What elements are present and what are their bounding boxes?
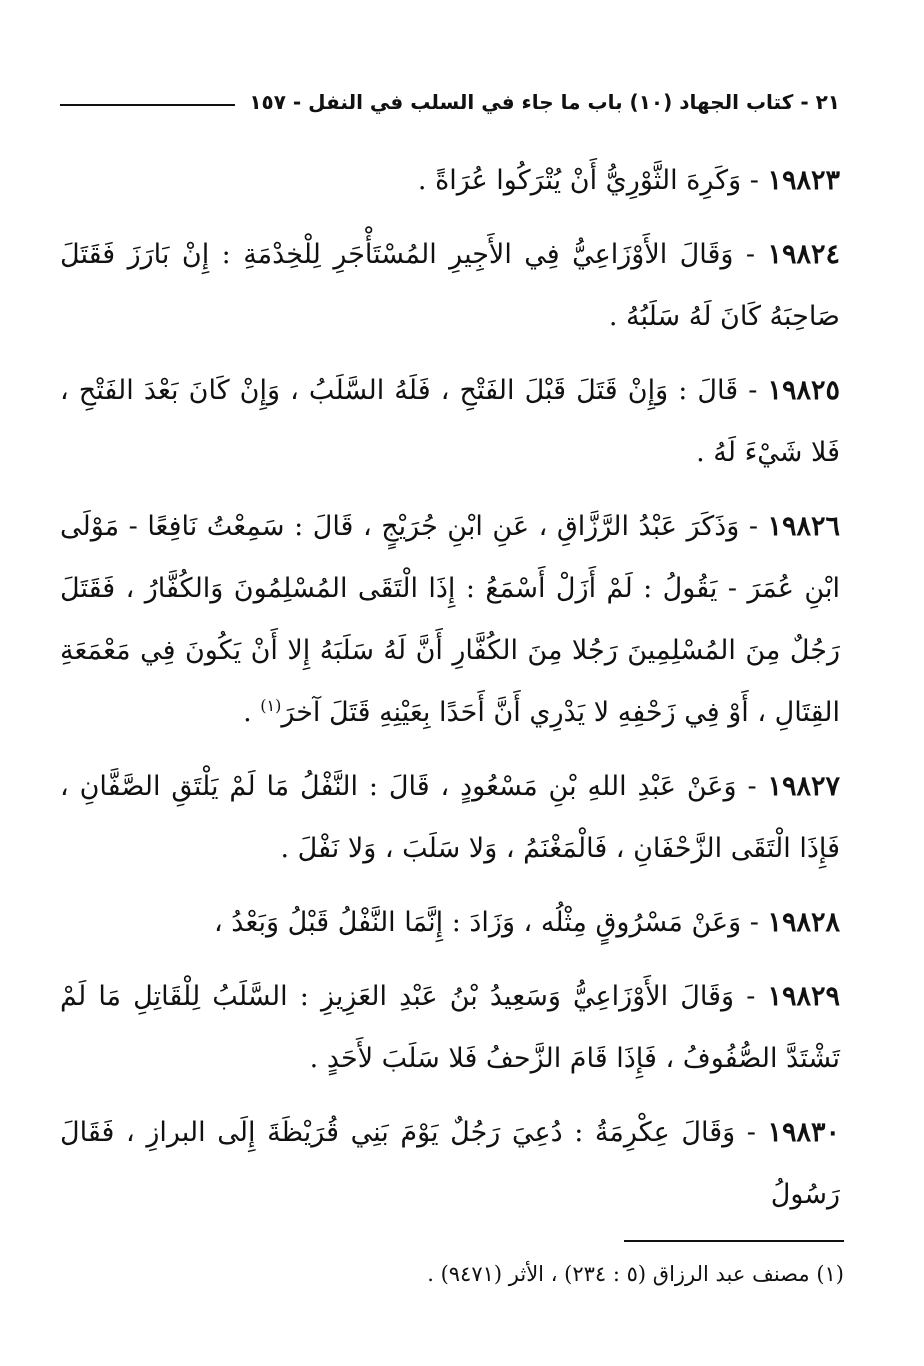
- paragraph-text: وَذَكَرَ عَبْدُ الرَّزَّاقِ ، عَنِ ابْنِ جُرَيْجٍ ، قَالَ : سَمِعْتُ نَافِعًا - مَوْلَى ابْنِ عُمَرَ - يَقُولُ : لَمْ أَزَلْ أَسْمَعُ : إِذَا الْتَقَى المُسْلِمُونَ وَالكُفَّارُ ، فَقَتَلَ رَجُلٌ مِنَ المُسْلِمِينَ رَجُلا مِنَ الكُفَّارِ أَنَّ لَهُ سَلَبَهُ إِلا أَنْ يَكُونَ فِي مَعْمَعَةِ القِتَالِ ، أَوْ فِي زَحْفِهِ لا يَدْرِي أَنَّ أَحَدًا بِعَيْنِهِ قَتَلَ آخرَ: [60, 511, 840, 728]
- page-header: [60, 90, 840, 130]
- paragraph-number: ١٩٨٢٤: [767, 239, 840, 270]
- header-rule: [60, 104, 235, 106]
- paragraph-number: ١٩٨٢٩: [767, 981, 840, 1012]
- paragraph-number: ١٩٨٣٠: [767, 1117, 840, 1148]
- paragraph-19827: ١٩٨٢٧ - وَعَنْ عَبْدِ اللهِ بْنِ مَسْعُودٍ ، قَالَ : النَّفْلُ مَا لَمْ يَلْتَقِ الصَّفَّانِ ، فَإِذَا الْتَقَى الزَّحْفَانِ ، فَالْمَغْنَمُ ، وَلا سَلَبَ ، وَلا نَفْلَ .: [60, 771, 840, 864]
- footnote-rule: [624, 1240, 844, 1242]
- paragraph-text: وَقَالَ عِكْرِمَةُ : دُعِيَ رَجُلٌ يَوْمَ بَنِي قُرَيْظَةَ إِلَى البرازِ ، فَقَالَ رَسُولُ: [60, 1117, 840, 1210]
- paragraph-text: قَالَ : وَإِنْ قَتَلَ قَبْلَ الفَتْحِ ، فَلَهُ السَّلَبُ ، وَإِنْ كَانَ بَعْدَ الفَتْحِ ، فَلا شَيْءَ لَهُ .: [60, 375, 840, 468]
- paragraph-19829: ١٩٨٢٩ - وَقَالَ الأَوْزَاعِيُّ وَسَعِيدُ بْنُ عَبْدِ العَزِيزِ : السَّلَبُ لِلْقَاتِلِ مَا لَمْ تَشْتَدَّ الصُّفُوفُ ، فَإِذَا قَامَ الزَّحفُ فَلا سَلَبَ لأَحَدٍ .: [60, 981, 840, 1074]
- paragraph-19830: ١٩٨٣٠ - وَقَالَ عِكْرِمَةُ : دُعِيَ رَجُلٌ يَوْمَ بَنِي قُرَيْظَةَ إِلَى البرازِ ، فَقَالَ رَسُولُ: [60, 1117, 840, 1210]
- footnote-reference[interactable]: (١): [260, 696, 282, 715]
- paragraph-text: وَعَنْ مَسْرُوقٍ مِثْلُه ، وَزَادَ : إِنَّمَا النَّفْلُ قَبْلُ وَبَعْدُ ،: [213, 907, 742, 938]
- paragraph-text: وَقَالَ الأَوْزَاعِيُّ وَسَعِيدُ بْنُ عَبْدِ العَزِيزِ : السَّلَبُ لِلْقَاتِلِ مَا لَمْ تَشْتَدَّ الصُّفُوفُ ، فَإِذَا قَامَ الزَّحفُ فَلا سَلَبَ لأَحَدٍ .: [60, 981, 840, 1074]
- paragraph-number: ١٩٨٢٥: [767, 375, 840, 406]
- paragraph-text: وَقَالَ الأَوْزَاعِيُّ فِي الأَجِيرِ المُسْتَأْجَرِ لِلْخِدْمَةِ : إِنْ بَارَزَ فَقَتَلَ صَاحِبَهُ كَانَ لَهُ سَلَبُهُ .: [60, 239, 840, 332]
- paragraph-19828: ١٩٨٢٨ - وَعَنْ مَسْرُوقٍ مِثْلُه ، وَزَادَ : إِنَّمَا النَّفْلُ قَبْلُ وَبَعْدُ ،: [213, 907, 840, 938]
- running-title: ٢١ - كتاب الجهاد (١٠) باب ما جاء في السلب في النفل - ١٥٧: [249, 90, 840, 114]
- paragraph-text: وَكَرِهَ الثَّوْرِيُّ أَنْ يُتْرَكُوا عُرَاةً .: [417, 165, 742, 196]
- paragraph-19825: ١٩٨٢٥ - قَالَ : وَإِنْ قَتَلَ قَبْلَ الفَتْحِ ، فَلَهُ السَّلَبُ ، وَإِنْ كَانَ بَعْدَ الفَتْحِ ، فَلا شَيْءَ لَهُ .: [60, 375, 840, 468]
- paragraph-number: ١٩٨٢٨: [767, 907, 840, 938]
- paragraph-19826: ١٩٨٢٦ - وَذَكَرَ عَبْدُ الرَّزَّاقِ ، عَنِ ابْنِ جُرَيْجٍ ، قَالَ : سَمِعْتُ نَافِعًا - مَوْلَى ابْنِ عُمَرَ - يَقُولُ : لَمْ أَزَلْ أَسْمَعُ : إِذَا الْتَقَى المُسْلِمُونَ وَالكُفَّارُ ، فَقَتَلَ رَجُلٌ مِنَ المُسْلِمِينَ رَجُلا مِنَ الكُفَّارِ أَنَّ لَهُ سَلَبَهُ إِلا أَنْ يَكُونَ فِي مَعْمَعَةِ القِتَالِ ، أَوْ فِي زَحْفِهِ لا يَدْرِي أَنَّ أَحَدًا بِعَيْنِهِ قَتَلَ آخرَ$^{(١)}$ .: [60, 511, 841, 728]
- paragraph-number: ١٩٨٢٦: [767, 511, 841, 542]
- paragraph-number: ١٩٨٢٧: [767, 771, 840, 802]
- paragraph-19824: ١٩٨٢٤ - وَقَالَ الأَوْزَاعِيُّ فِي الأَجِيرِ المُسْتَأْجَرِ لِلْخِدْمَةِ : إِنْ بَارَزَ فَقَتَلَ صَاحِبَهُ كَانَ لَهُ سَلَبُهُ .: [60, 239, 840, 332]
- main-text: [60, 150, 840, 1238]
- paragraph-tail: .: [243, 697, 261, 728]
- paragraph-number: ١٩٨٢٣: [767, 165, 840, 196]
- paragraph-text: وَعَنْ عَبْدِ اللهِ بْنِ مَسْعُودٍ ، قَالَ : النَّفْلُ مَا لَمْ يَلْتَقِ الصَّفَّانِ ، فَإِذَا الْتَقَى الزَّحْفَانِ ، فَالْمَغْنَمُ ، وَلا سَلَبَ ، وَلا نَفْلَ .: [60, 771, 840, 864]
- paragraph-19823: ١٩٨٢٣ - وَكَرِهَ الثَّوْرِيُّ أَنْ يُتْرَكُوا عُرَاةً .: [417, 165, 840, 196]
- footnote: (١) مصنف عبد الرزاق (٥ : ٢٣٤) ، الأثر (٩٤٧١) .: [427, 1262, 844, 1286]
